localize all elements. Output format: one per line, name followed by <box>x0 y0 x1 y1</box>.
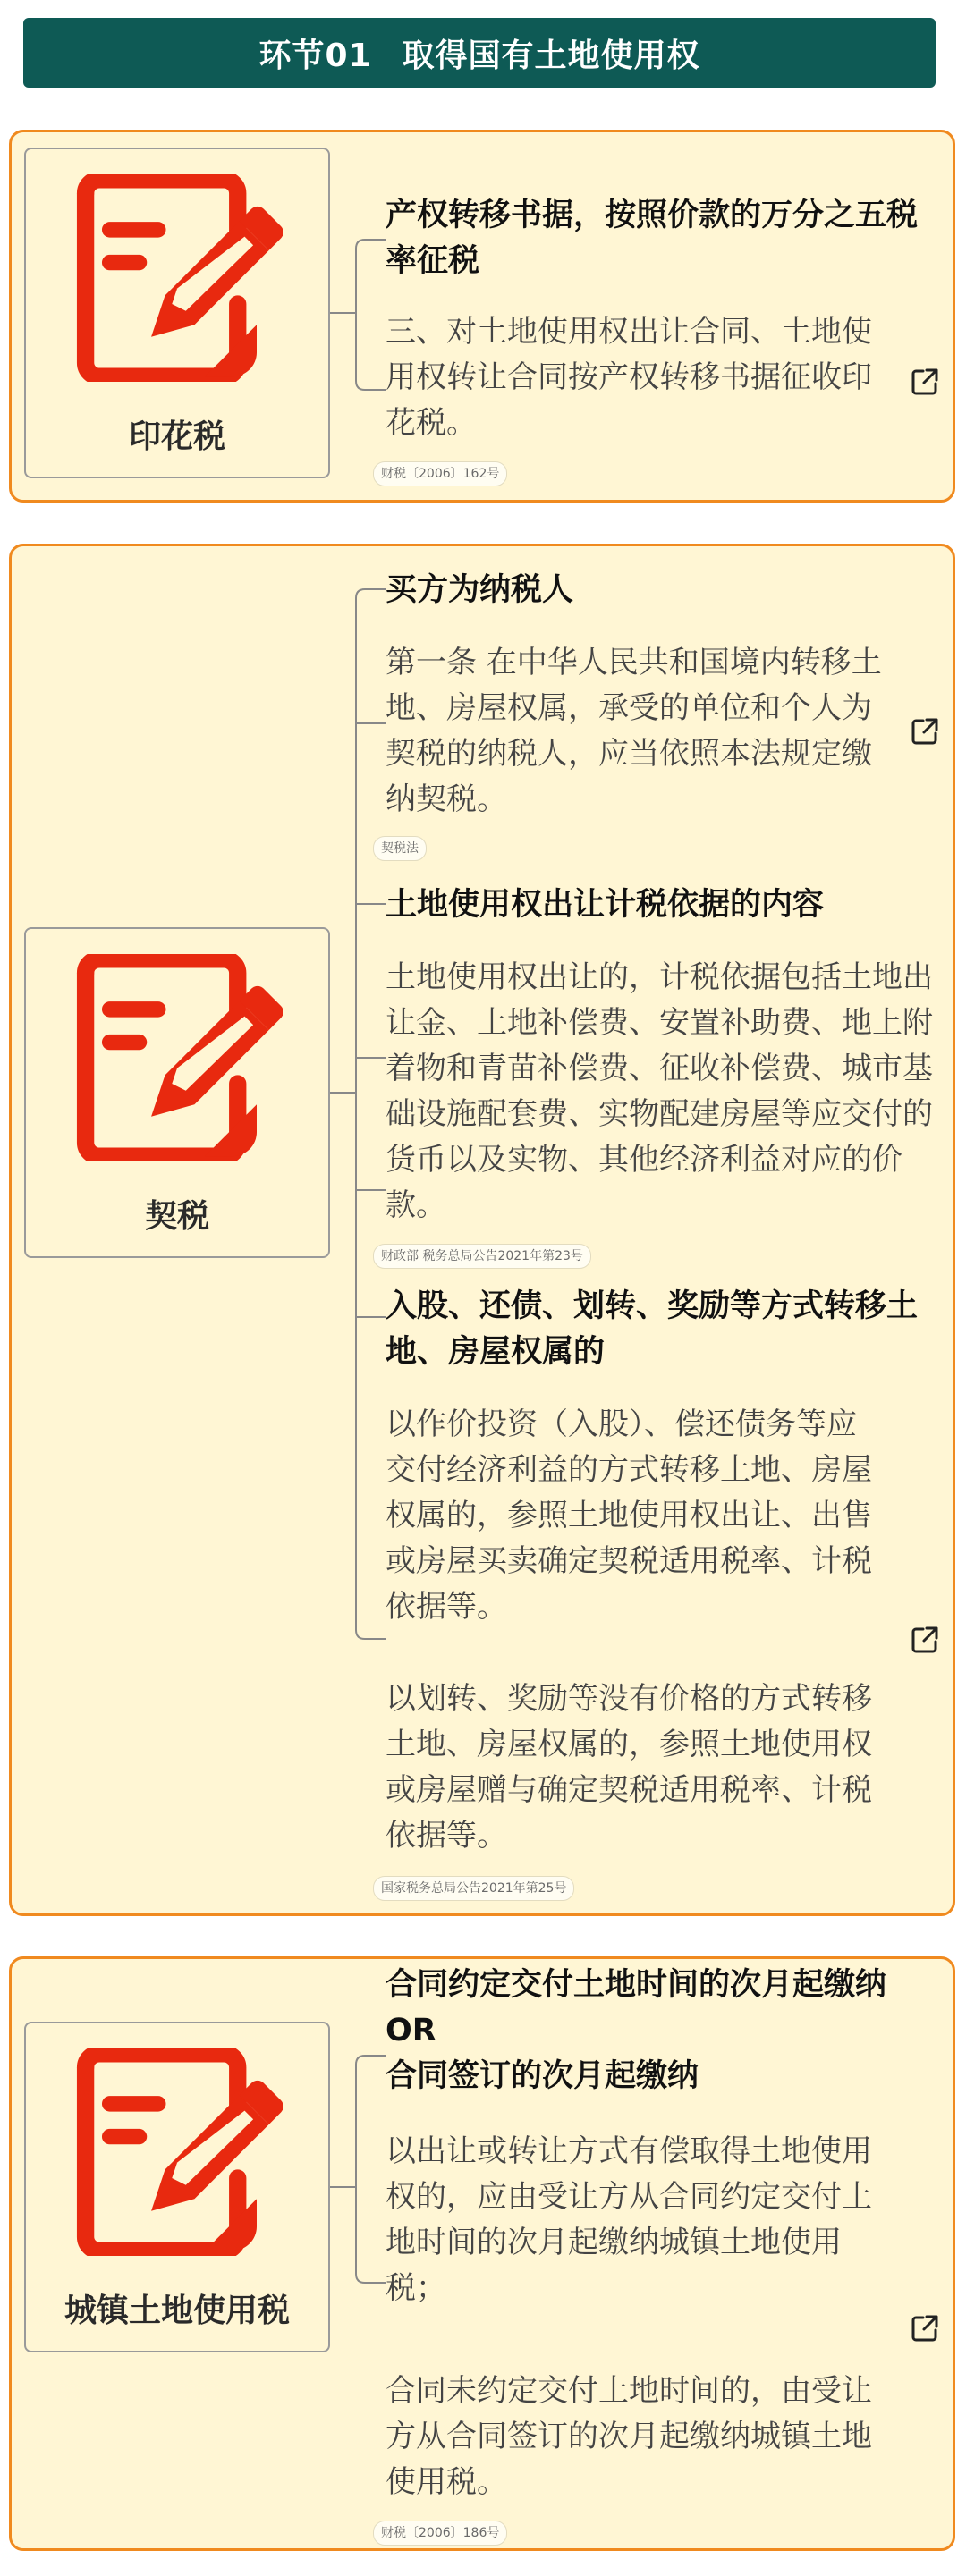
document-pen-icon <box>75 954 283 1161</box>
tax-name: 城镇土地使用税 <box>64 2293 290 2329</box>
item-body: 土地使用权出让的，计税依据包括土地出让金、土地补偿费、安置补助费、地上附着物和青苗补偿费、征收补偿费、城市基础设施配套费、实物配建房屋等应交付的货币以及实物、其他经济利益对应的价款。 <box>386 959 933 1223</box>
source-tag: 财政部 税务总局公告2021年第23号 <box>373 1244 591 1269</box>
item-body: 三、对土地使用权出让合同、土地使用权转让合同按产权转移书据征收印花税。 <box>386 314 872 441</box>
tax-box-deed <box>24 927 330 1258</box>
item-body: 第一条 在中华人民共和国境内转移土地、房屋权属，承受的单位和个人为契税的纳税人，应当依照本法规定缴纳契税。 <box>386 645 882 817</box>
source-tag: 财税〔2006〕162号 <box>373 461 507 486</box>
item-body: 以作价投资（入股）、偿还债务等应交付经济利益的方式转移土地、房屋权属的，参照土地使用权出让、出售或房屋买卖确定契税适用税率、计税依据等。 <box>386 1406 872 1625</box>
section-header <box>23 18 936 88</box>
item-title-line-1: 合同约定交付土地时间的次月起缴纳 <box>386 1967 887 2003</box>
stamp-tax-card <box>9 130 955 503</box>
source-tag: 国家税务总局公告2021年第25号 <box>373 1876 574 1901</box>
document-pen-icon <box>75 2048 283 2256</box>
header-title: 取得国有土地使用权 <box>402 37 700 74</box>
tax-box-land-use <box>24 2022 330 2352</box>
source-tag: 契税法 <box>373 836 427 861</box>
deed-tax-card <box>9 544 955 1916</box>
item-body: 以出让或转让方式有偿取得土地使用权的，应由受让方从合同约定交付土地时间的次月起缴纳城镇土地使用税； <box>386 2133 872 2306</box>
item-title: 产权转移书据，按照价款的万分之五税率征税 <box>386 198 919 279</box>
external-link-icon[interactable] <box>910 2313 940 2344</box>
land-use-tax-card <box>9 1956 955 2551</box>
item-body-secondary: 合同未约定交付土地时间的，由受让方从合同签订的次月起缴纳城镇土地使用税。 <box>386 2373 872 2500</box>
item-title-line-2: OR <box>386 2013 436 2048</box>
tax-name: 契税 <box>144 1198 209 1235</box>
item-title: 买方为纳税人 <box>386 572 574 608</box>
header-step: 环节01 <box>258 37 372 74</box>
item-title: 入股、还债、划转、奖励等方式转移土地、房屋权属的 <box>386 1288 919 1370</box>
item-title: 土地使用权出让计税依据的内容 <box>386 887 825 923</box>
source-tag: 财税〔2006〕186号 <box>373 2521 507 2546</box>
item-body-secondary: 以划转、奖励等没有价格的方式转移土地、房屋权属的，参照土地使用权或房屋赠与确定契税适用税率、计税依据等。 <box>386 1681 872 1854</box>
tax-name: 印花税 <box>128 418 225 455</box>
item-title-line-3: 合同签订的次月起缴纳 <box>386 2058 699 2094</box>
tax-box-stamp <box>24 148 330 478</box>
external-link-icon[interactable] <box>910 367 940 397</box>
external-link-icon[interactable] <box>910 1625 940 1655</box>
document-pen-icon <box>75 174 283 382</box>
external-link-icon[interactable] <box>910 716 940 747</box>
